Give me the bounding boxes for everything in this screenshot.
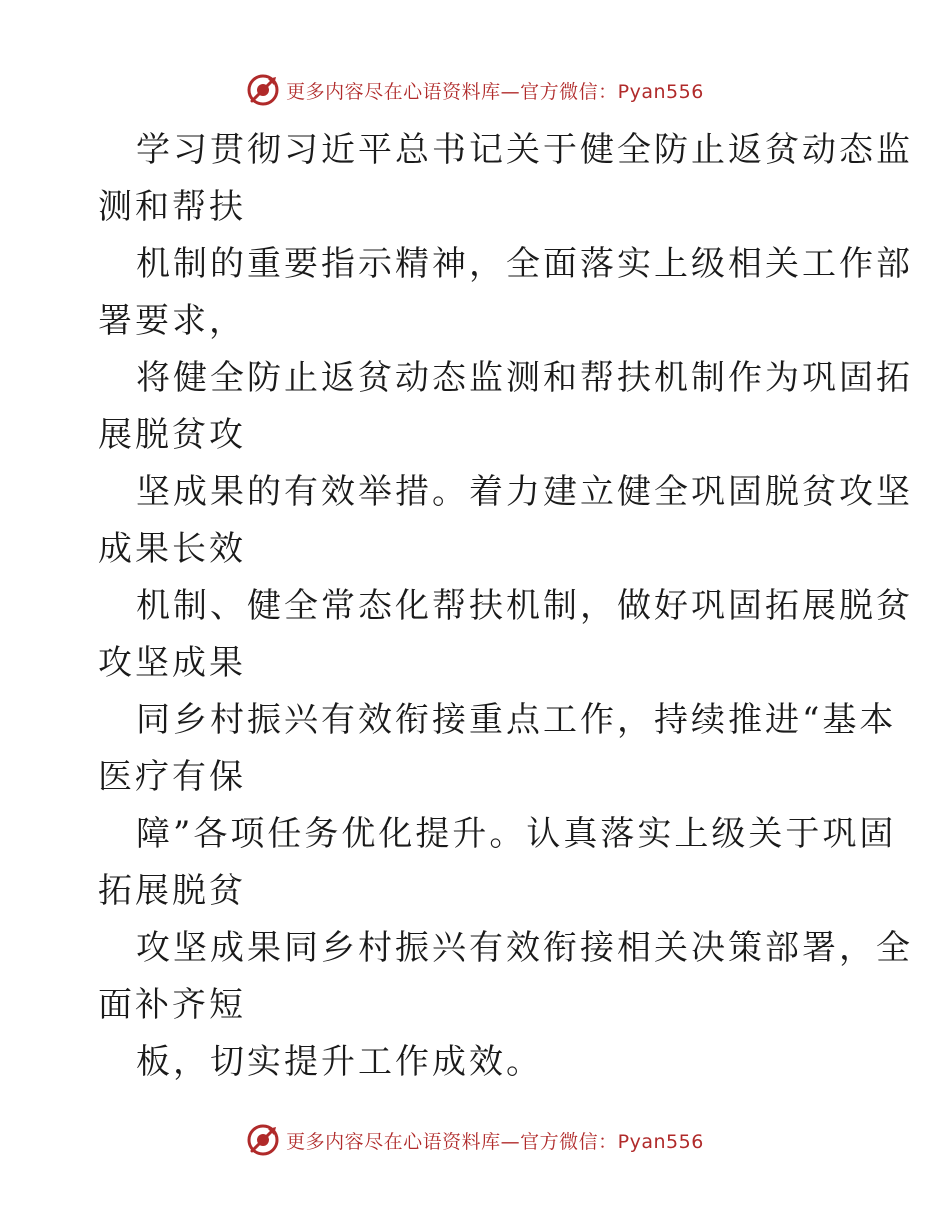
text-line: 医疗有保	[98, 757, 246, 797]
footer-banner-text: 更多内容尽在心语资料库—官方微信：Pyan556	[286, 1130, 704, 1153]
text-line: 成果长效	[98, 529, 246, 569]
header-banner	[0, 70, 950, 110]
header-banner-text: 更多内容尽在心语资料库—官方微信：Pyan556	[286, 80, 704, 103]
text-line: 展脱贫攻	[98, 415, 246, 455]
text-line: 拓展脱贫	[98, 871, 246, 911]
text-line: 面补齐短	[98, 985, 246, 1025]
document-body	[98, 122, 913, 1091]
text-line: 攻坚成果同乡村振兴有效衔接相关决策部署，全	[136, 928, 913, 968]
brand-logo-icon	[246, 1123, 280, 1157]
text-line: 机制的重要指示精神，全面落实上级相关工作部	[136, 244, 913, 284]
footer-banner	[0, 1120, 950, 1160]
footer-banner-inner	[246, 1123, 704, 1157]
text-line: 坚成果的有效举措。着力建立健全巩固脱贫攻坚	[136, 472, 913, 512]
text-line: 测和帮扶	[98, 187, 246, 227]
header-banner-inner	[246, 73, 704, 107]
text-line: 机制、健全常态化帮扶机制，做好巩固拓展脱贫	[136, 586, 913, 626]
text-line: 攻坚成果	[98, 643, 246, 683]
text-line: 障”各项任务优化提升。认真落实上级关于巩固	[136, 814, 897, 854]
text-line: 同乡村振兴有效衔接重点工作，持续推进“基本	[136, 700, 897, 740]
text-line: 将健全防止返贫动态监测和帮扶机制作为巩固拓	[136, 358, 913, 398]
brand-logo-icon	[246, 73, 280, 107]
text-line: 板，切实提升工作成效。	[136, 1042, 543, 1082]
text-line: 学习贯彻习近平总书记关于健全防止返贫动态监	[136, 130, 913, 170]
text-line: 署要求，	[98, 301, 246, 341]
